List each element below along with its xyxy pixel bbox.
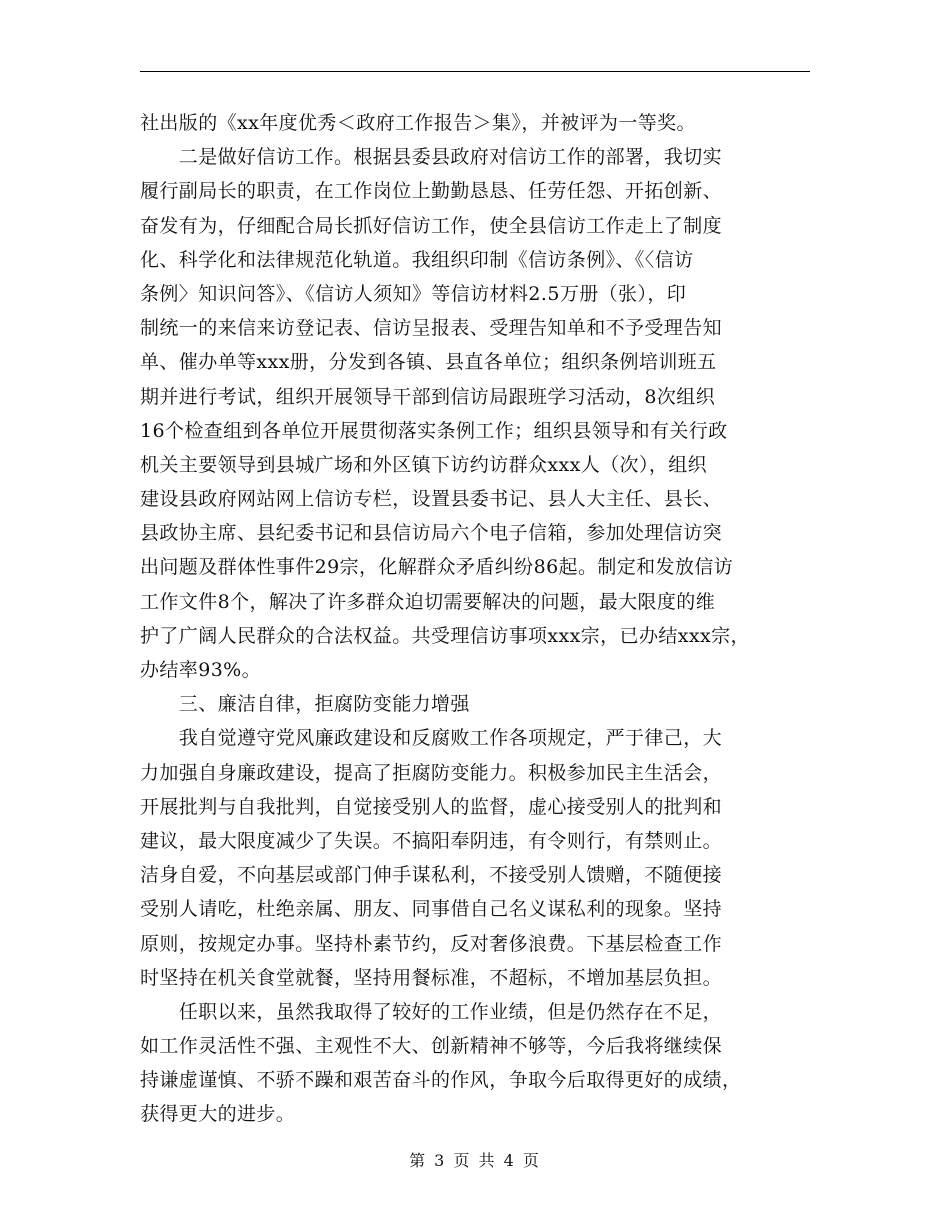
- text-line: 洁身自爱，不向基层或部门伸手谋私利，不接受别人馈赠，不随便接: [140, 864, 723, 887]
- document-body: [140, 106, 840, 1132]
- text-line: 16个检查组到各单位开展贯彻落实条例工作；组织县领导和有关行政: [140, 419, 728, 442]
- text-line: 获得更大的进步。: [140, 1103, 296, 1126]
- text-line: 奋发有为，仔细配合局长抓好信访工作，使全县信访工作走上了制度: [140, 214, 723, 237]
- text-line: 受别人请吃，杜绝亲属、朋友、同事借自己名义谋私利的现象。坚持: [140, 898, 723, 921]
- text-line: 护了广阔人民群众的合法权益。共受理信访事项xxx宗，已办结xxx宗，: [140, 624, 750, 647]
- paragraph-start: 我自觉遵守党风廉政建设和反腐败工作各项规定，严于律己，大: [140, 727, 723, 750]
- text-line: 社出版的《xx年度优秀＜政府工作报告＞集》，并被评为一等奖。: [140, 112, 696, 134]
- text-line: 县政协主席、县纪委书记和县信访局六个电子信箱，参加处理信访突: [140, 522, 723, 545]
- text-line: 出问题及群体性事件29宗，化解群众矛盾纠纷86起。制定和发放信访: [140, 556, 734, 579]
- text-line: 化、科学化和法律规范化轨道。我组织印制《信访条例》、《〈信访: [140, 248, 694, 271]
- text-line: 如工作灵活性不强、主观性不大、创新精神不够等，今后我将继续保: [140, 1035, 723, 1058]
- text-line: 力加强自身廉政建设，提高了拒腐防变能力。积极参加民主生活会，: [140, 761, 723, 784]
- text-line: 机关主要领导到县城广场和外区镇下访约访群众xxx人（次），组织: [140, 453, 708, 476]
- text-line: 时坚持在机关食堂就餐，坚持用餐标准，不超标，不增加基层负担。: [140, 966, 723, 989]
- text-line: 单、催办单等xxx册，分发到各镇、县直各单位；组织条例培训班五: [140, 351, 717, 374]
- paragraph-start: 任职以来，虽然我取得了较好的工作业绩，但是仍然存在不足，: [140, 1000, 723, 1023]
- text-line: 期并进行考试，组织开展领导干部到信访局跟班学习活动，8次组织: [140, 385, 716, 408]
- text-line: 条例〉知识问答》、《信访人须知》等信访材料2.5万册（张），印: [140, 282, 687, 305]
- text-line: 开展批判与自我批判，自觉接受别人的监督，虚心接受别人的批判和: [140, 795, 723, 818]
- page-footer: 第 3 页 共 4 页: [409, 1151, 541, 1170]
- text-line: 原则，按规定办事。坚持朴素节约，反对奢侈浪费。下基层检查工作: [140, 932, 723, 955]
- text-line: 制统一的来信来访登记表、信访呈报表、受理告知单和不予受理告知: [140, 317, 723, 340]
- text-line: 建议，最大限度减少了失误。不搞阳奉阴违，有令则行，有禁则止。: [140, 829, 723, 852]
- text-line: 持谦虚谨慎、不骄不躁和艰苦奋斗的作风，争取今后取得更好的成绩，: [140, 1069, 742, 1092]
- text-line: 办结率93%。: [140, 659, 262, 681]
- text-line: 建设县政府网站网上信访专栏，设置县委书记、县人大主任、县长、: [140, 488, 723, 511]
- header-rule: [140, 71, 810, 72]
- section-heading: 三、廉洁自律，拒腐防变能力增强: [140, 693, 470, 716]
- text-line: 工作文件8个，解决了许多群众迫切需要解决的问题，最大限度的维: [140, 590, 716, 613]
- paragraph-start: 二是做好信访工作。根据县委县政府对信访工作的部署，我切实: [140, 146, 723, 169]
- text-line: 履行副局长的职责，在工作岗位上勤勤恳恳、任劳任怨、开拓创新、: [140, 180, 723, 203]
